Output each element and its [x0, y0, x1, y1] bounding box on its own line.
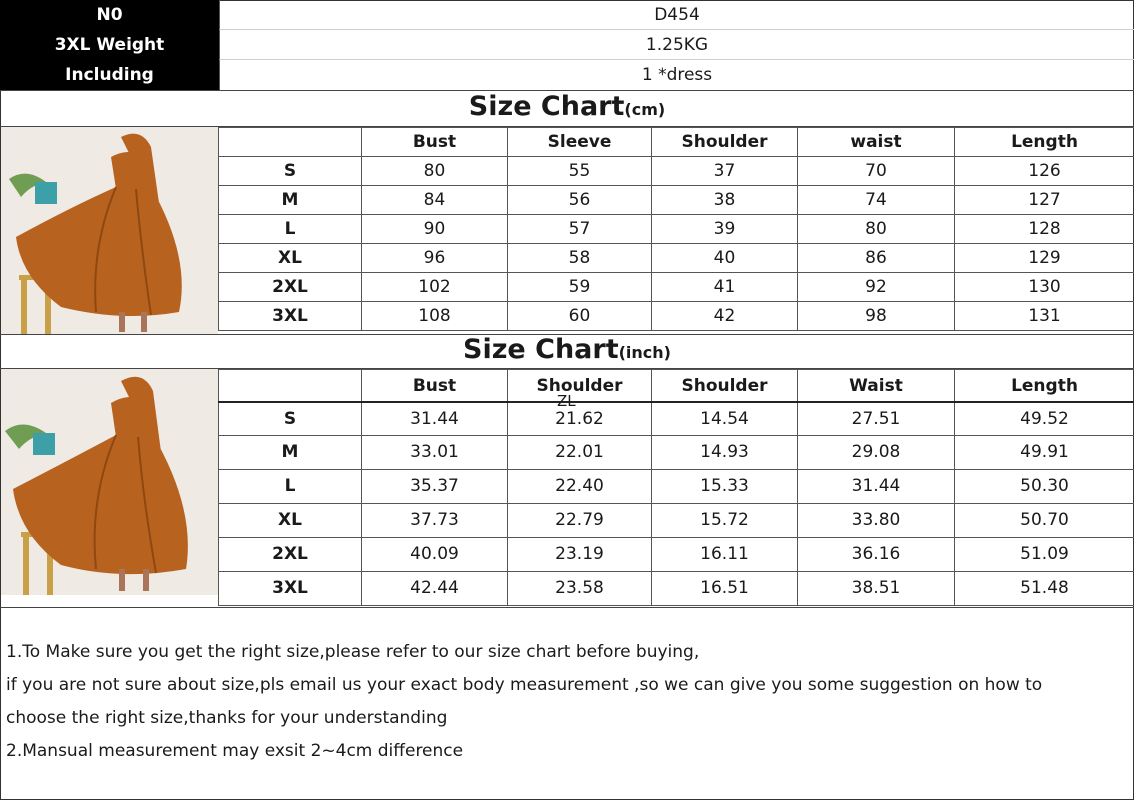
inch-title-unit: (inch)	[618, 343, 671, 362]
note-line: 2.Mansual measurement may exsit 2~4cm difference	[6, 741, 464, 761]
dress-photo	[1, 369, 218, 595]
size-label: 3XL	[219, 571, 362, 605]
column-header	[219, 128, 362, 157]
label-including: Including	[65, 65, 154, 85]
label-weight: 3XL Weight	[54, 35, 165, 55]
table-row	[219, 273, 1134, 302]
table-cell: 49.52	[955, 402, 1134, 435]
table-row	[219, 435, 1134, 469]
table-cell: 49.91	[955, 435, 1134, 469]
header-labels	[0, 0, 219, 90]
dress-illustration	[1, 369, 218, 595]
table-cell: 42	[652, 302, 798, 331]
note-line: if you are not sure about size,pls email us your exact body measurement ,so we can give you some suggestion on how to	[6, 675, 1043, 695]
table-cell: 35.37	[362, 469, 508, 503]
table-cell: 127	[955, 186, 1134, 215]
inch-chart-title	[0, 334, 1134, 368]
size-label: L	[219, 215, 362, 244]
table-row	[219, 469, 1134, 503]
table-cell: 59	[508, 273, 652, 302]
table-row	[219, 537, 1134, 571]
cm-title-unit: (cm)	[624, 100, 666, 119]
column-header: Shoulder	[652, 370, 798, 403]
table-cell: 70	[798, 157, 955, 186]
size-label: 2XL	[219, 273, 362, 302]
table-cell: 129	[955, 244, 1134, 273]
table-cell: 38	[652, 186, 798, 215]
table-cell: 74	[798, 186, 955, 215]
table-row	[219, 402, 1134, 435]
table-cell: 22.01	[508, 435, 652, 469]
table-cell: 29.08	[798, 435, 955, 469]
table-row	[219, 503, 1134, 537]
table-row	[219, 571, 1134, 605]
table-cell: 50.30	[955, 469, 1134, 503]
table-cell: 21.62	[508, 402, 652, 435]
table-cell: 126	[955, 157, 1134, 186]
table-cell: 80	[798, 215, 955, 244]
column-header: Shoulder	[652, 128, 798, 157]
column-header	[219, 370, 362, 403]
table-cell: 23.58	[508, 571, 652, 605]
dress-photo	[1, 127, 218, 334]
note-line: 1.To Make sure you get the right size,please refer to our size chart before buying,	[6, 642, 700, 662]
cm-title-text: Size Chart	[468, 91, 625, 122]
table-row	[219, 302, 1134, 331]
size-label: M	[219, 435, 362, 469]
inch-title-text: Size Chart	[463, 334, 619, 365]
size-label: XL	[219, 503, 362, 537]
table-cell: 58	[508, 244, 652, 273]
table-cell: 40.09	[362, 537, 508, 571]
table-cell: 39	[652, 215, 798, 244]
table-cell: 27.51	[798, 402, 955, 435]
table-header-row	[219, 370, 1134, 403]
table-cell: 102	[362, 273, 508, 302]
table-cell: 23.19	[508, 537, 652, 571]
table-cell: 31.44	[798, 469, 955, 503]
size-label: 2XL	[219, 537, 362, 571]
table-cell: 33.80	[798, 503, 955, 537]
table-cell: 33.01	[362, 435, 508, 469]
table-cell: 40	[652, 244, 798, 273]
column-header: Waist	[798, 370, 955, 403]
column-header: Bust	[362, 128, 508, 157]
table-cell: 42.44	[362, 571, 508, 605]
table-cell: 15.33	[652, 469, 798, 503]
table-cell: 51.48	[955, 571, 1134, 605]
size-chart-cm	[218, 127, 1134, 331]
size-label: 3XL	[219, 302, 362, 331]
table-row	[219, 215, 1134, 244]
table-cell: 86	[798, 244, 955, 273]
column-header: Length	[955, 370, 1134, 403]
size-chart-inch	[218, 369, 1134, 606]
size-label: M	[219, 186, 362, 215]
table-cell: 51.09	[955, 537, 1134, 571]
size-label: S	[219, 157, 362, 186]
table-cell: 14.54	[652, 402, 798, 435]
label-model-no: N0	[96, 5, 123, 25]
table-cell: 56	[508, 186, 652, 215]
table-cell: 108	[362, 302, 508, 331]
table-cell: 98	[798, 302, 955, 331]
table-cell: 90	[362, 215, 508, 244]
table-row	[219, 157, 1134, 186]
table-cell: 38.51	[798, 571, 955, 605]
table-cell: 22.40	[508, 469, 652, 503]
column-header: Length	[955, 128, 1134, 157]
table-row	[219, 244, 1134, 273]
table-cell: 41	[652, 273, 798, 302]
table-cell: 57	[508, 215, 652, 244]
table-cell: 16.51	[652, 571, 798, 605]
table-cell: 80	[362, 157, 508, 186]
table-row	[219, 186, 1134, 215]
column-header: Shoulder	[508, 370, 652, 403]
value-including: 1 *dress	[219, 60, 1134, 90]
table-cell: 22.79	[508, 503, 652, 537]
table-cell: 37.73	[362, 503, 508, 537]
dress-illustration	[1, 127, 218, 334]
table-cell: 36.16	[798, 537, 955, 571]
divider	[0, 607, 1134, 608]
table-cell: 55	[508, 157, 652, 186]
table-cell: 92	[798, 273, 955, 302]
column-header: waist	[798, 128, 955, 157]
table-cell: 14.93	[652, 435, 798, 469]
value-weight: 1.25KG	[219, 30, 1134, 60]
table-cell: 96	[362, 244, 508, 273]
size-notes	[6, 636, 1126, 768]
table-header-row	[219, 128, 1134, 157]
size-label: L	[219, 469, 362, 503]
watermark: ZL	[557, 392, 576, 410]
column-header: Bust	[362, 370, 508, 403]
cm-chart-title	[0, 91, 1134, 126]
note-line: choose the right size,thanks for your understanding	[6, 708, 448, 728]
table-cell: 60	[508, 302, 652, 331]
table-cell: 130	[955, 273, 1134, 302]
table-cell: 128	[955, 215, 1134, 244]
value-model-no: D454	[219, 0, 1134, 30]
size-label: S	[219, 402, 362, 435]
size-label: XL	[219, 244, 362, 273]
column-header: Sleeve	[508, 128, 652, 157]
table-cell: 37	[652, 157, 798, 186]
table-cell: 50.70	[955, 503, 1134, 537]
table-cell: 15.72	[652, 503, 798, 537]
table-cell: 31.44	[362, 402, 508, 435]
table-cell: 16.11	[652, 537, 798, 571]
table-cell: 84	[362, 186, 508, 215]
table-cell: 131	[955, 302, 1134, 331]
